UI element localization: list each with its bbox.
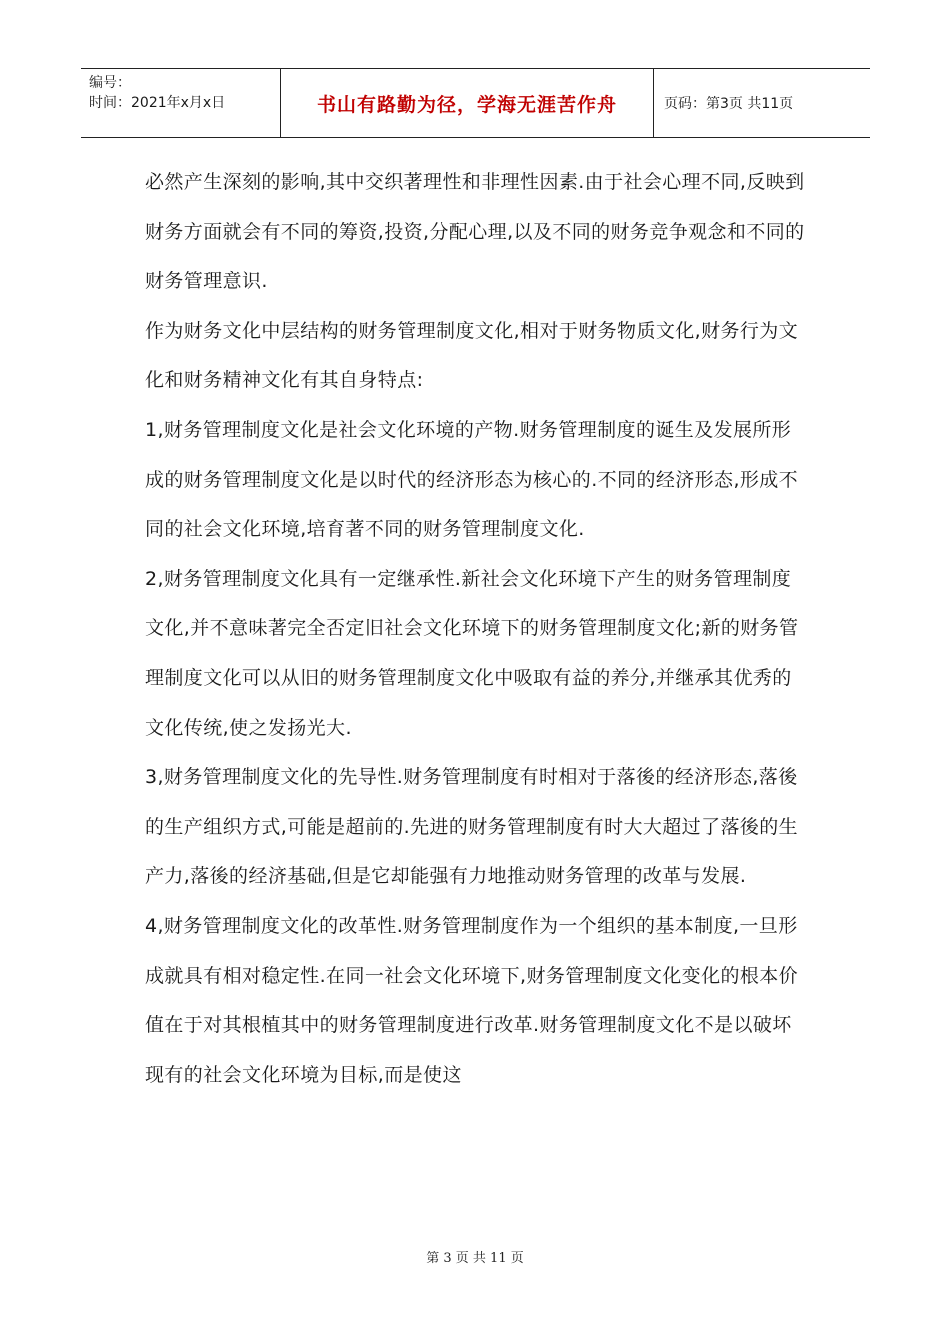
header-page-cell (654, 69, 870, 137)
document-date-label: 时间：2021年x月x日 (89, 95, 226, 111)
header-motto: 书山有路勤为径，学海无涯苦作舟 (316, 93, 617, 116)
document-body (145, 158, 810, 1100)
body-paragraph: 作为财务文化中层结构的财务管理制度文化,相对于财务物质文化,财务行为文化和财务精神文化有其自身特点: (145, 319, 799, 392)
footer-page-number: 第 3 页 共 11 页 (426, 1251, 524, 1266)
document-number-label: 编号： (89, 75, 131, 91)
header-page-number: 页码：第3页 共11页 (664, 96, 794, 112)
body-paragraph: 3,财务管理制度文化的先导性.财务管理制度有时相对于落後的经济形态,落後的生产组织方式,可能是超前的.先进的财务管理制度有时大大超过了落後的生产力,落後的经济基础,但是它却能强有力地推动财务管理的改革与发展. (145, 766, 799, 888)
header-meta-cell (81, 69, 281, 137)
body-paragraph: 4,财务管理制度文化的改革性.财务管理制度作为一个组织的基本制度,一旦形成就具有相对稳定性.在同一社会文化环境下,财务管理制度文化变化的根本价值在于对其根植其中的财务管理制度进行改革.财务管理制度文化不是以破坏现有的社会文化环境为目标,而是使这 (145, 914, 799, 1086)
header-motto-cell (281, 69, 654, 137)
body-paragraph: 2,财务管理制度文化具有一定继承性.新社会文化环境下产生的财务管理制度文化,并不意味著完全否定旧社会文化环境下的财务管理制度文化;新的财务管理制度文化可以从旧的财务管理制度文化中吸取有益的养分,并继承其优秀的文化传统,使之发扬光大. (145, 567, 799, 739)
page-footer (0, 1247, 950, 1266)
body-paragraph: 必然产生深刻的影响,其中交织著理性和非理性因素.由于社会心理不同,反映到财务方面就会有不同的筹资,投资,分配心理,以及不同的财务竞争观念和不同的财务管理意识. (145, 171, 805, 293)
document-header (81, 68, 870, 138)
body-paragraph: 1,财务管理制度文化是社会文化环境的产物.财务管理制度的诞生及发展所形成的财务管理制度文化是以时代的经济形态为核心的.不同的经济形态,形成不同的社会文化环境,培育著不同的财务管理制度文化. (145, 418, 799, 541)
